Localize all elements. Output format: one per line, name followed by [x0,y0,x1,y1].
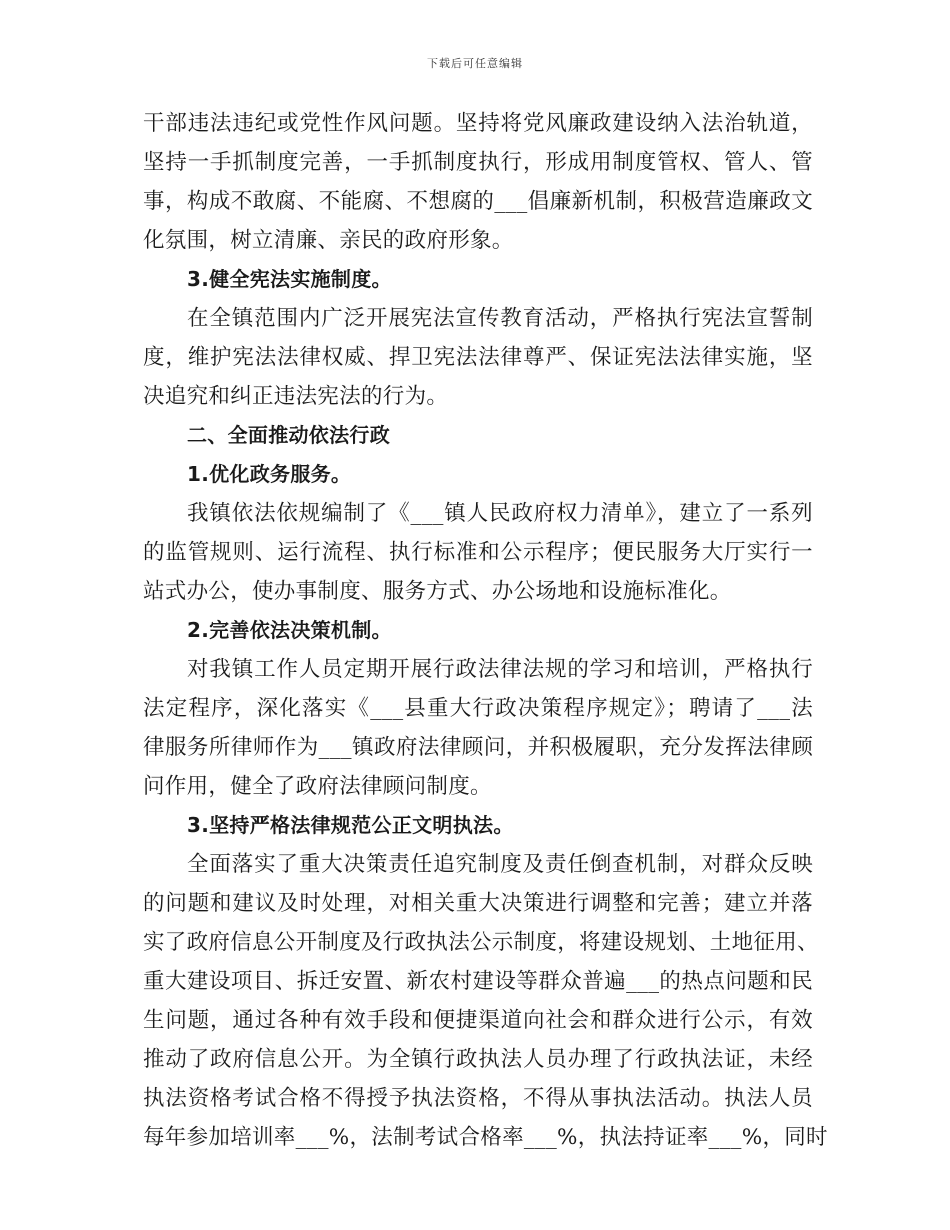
paragraph-line: 干部违法违纪或党性作风问题。坚持将党风廉政建设纳入法治轨道， [143,111,813,136]
paragraph-line: 坚持一手抓制度完善，一手抓制度执行，形成用制度管权、管人、管 [143,150,813,175]
paragraph-line: 法定程序，深化落实《___县重大行政决策程序规定》；聘请了___法 [143,696,813,721]
paragraph-line: 执法资格考试合格不得授予执法资格，不得从事执法活动。执法人员 [143,1086,813,1111]
paragraph-line: 决追究和纠正违法宪法的行为。 [143,384,449,409]
paragraph-line: 度，维护宪法法律权威、捍卫宪法法律尊严、保证宪法法律实施，坚 [143,345,813,370]
paragraph-line: 推动了政府信息公开。为全镇行政执法人员办理了行政执法证，未经 [143,1047,813,1072]
page-header: 下载后可任意编辑 [427,57,523,70]
paragraph-line: 重大建设项目、拆迁安置、新农村建设等群众普遍___的热点问题和民 [143,969,813,994]
paragraph-line: 化氛围，树立清廉、亲民的政府形象。 [143,228,514,253]
paragraph-line: 全面落实了重大决策责任追究制度及责任倒查机制，对群众反映 [187,852,813,877]
paragraph-line: 每年参加培训率___%，法制考试合格率___%，执法持证率___%，同时 [143,1125,828,1150]
paragraph-line: 律服务所律师作为___镇政府法律顾问，并积极履职，充分发挥法律顾 [143,735,813,760]
paragraph-line: 实了政府信息公开制度及行政执法公示制度，将建设规划、土地征用、 [143,930,819,955]
paragraph-line: 的问题和建议及时处理，对相关重大决策进行调整和完善；建立并落 [143,891,813,916]
paragraph-line: 站式办公，使办事制度、服务方式、办公场地和设施标准化。 [143,579,732,604]
chapter-heading: 二、全面推动依法行政 [187,423,390,447]
section-heading: 2.完善依法决策机制。 [187,618,392,642]
section-heading: 3.健全宪法实施制度。 [187,267,392,291]
paragraph-line: 生问题，通过各种有效手段和便捷渠道向社会和群众进行公示，有效 [143,1008,813,1033]
section-heading: 1.优化政务服务。 [187,462,352,486]
paragraph-line: 事，构成不敢腐、不能腐、不想腐的___倡廉新机制，积极营造廉政文 [143,189,813,214]
paragraph-line: 在全镇范围内广泛开展宪法宣传教育活动，严格执行宪法宣誓制 [187,306,813,331]
section-heading: 3.坚持严格法律规范公正文明执法。 [187,813,514,837]
document-body [143,104,828,1157]
paragraph-line: 我镇依法依规编制了《___镇人民政府权力清单》，建立了一系列 [187,501,813,526]
paragraph-line: 的监管规则、运行流程、执行标准和公示程序；便民服务大厅实行一 [143,540,813,565]
paragraph-line: 问作用，健全了政府法律顾问制度。 [143,774,492,799]
paragraph-line: 对我镇工作人员定期开展行政法律法规的学习和培训，严格执行 [187,657,813,682]
